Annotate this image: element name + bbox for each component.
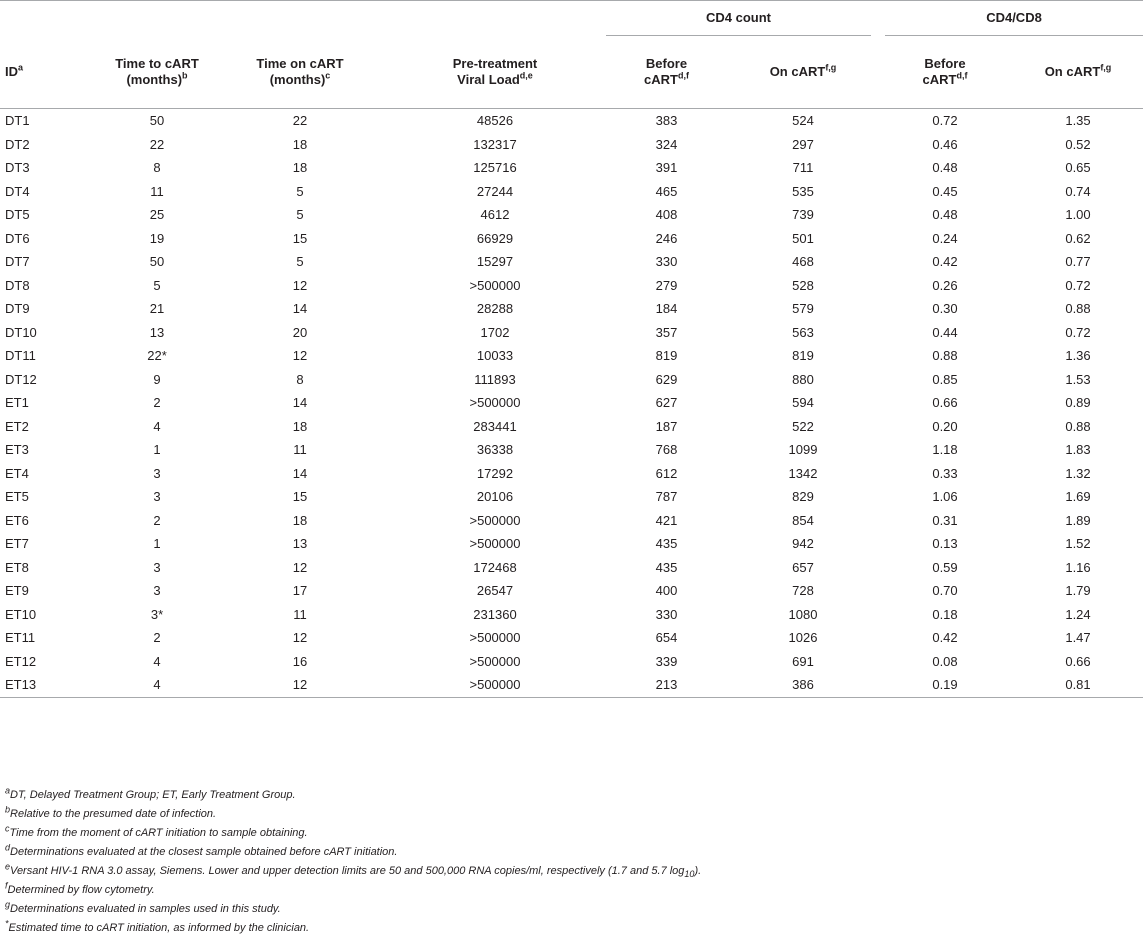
header-row-columns: [0, 36, 1143, 109]
cell-time-to-cart: 50: [149, 254, 165, 269]
cell-cd4-before: 654: [655, 630, 678, 645]
table-row: [0, 509, 1143, 533]
cell-id: DT9: [5, 301, 30, 316]
cell-ratio-before: 0.08: [932, 653, 958, 669]
col-header-ratio-on: On cART$^{f,g}$: [1013, 36, 1143, 109]
cell-cd4-on: 1026: [788, 630, 818, 645]
cell-time-to-cart: 3: [153, 559, 161, 575]
col-header-id: $ID^a$: [0, 36, 100, 109]
footnote-e: $^e$Versant HIV-1 RNA 3.0 assay, Siemens. Lower and upper detection limits are 50 and 500,000 RNA copies/ml, respectively (1.7 and 5.7 $\log_{10}$).: [5, 861, 702, 880]
footnote-star: *Estimated time to cART initiation, as informed by the clinician.: [5, 918, 310, 934]
cell-ratio-on: 1.00: [1065, 207, 1091, 222]
cell-time-on-cart: 5: [296, 254, 304, 269]
cell-cd4-on: 657: [792, 559, 814, 575]
cell-id: DT11: [5, 348, 36, 363]
cell-id: ET9: [5, 583, 29, 598]
cell-time-on-cart: 5: [296, 183, 304, 199]
cell-time-to-cart: 1: [153, 536, 161, 551]
cell-time-to-cart: 3: [153, 583, 161, 598]
cell-ratio-on: 0.65: [1065, 160, 1091, 175]
cell-time-on-cart: 12: [214, 673, 386, 697]
table-row: [0, 650, 1143, 674]
table-row: [0, 227, 1143, 251]
cell-time-on-cart: 5: [296, 207, 304, 222]
cell-time-on-cart: 14: [292, 465, 308, 481]
cell-ratio-before: 1.06: [932, 489, 958, 504]
cell-ratio-on: 0.62: [1065, 230, 1091, 246]
cell-time-on-cart: 15: [292, 489, 308, 504]
cell-viral-load: 4612: [480, 207, 510, 222]
cell-time-to-cart: 9: [153, 371, 161, 387]
cell-ratio-before: 0.42: [932, 630, 958, 645]
table-row: [0, 203, 1143, 227]
cell-time-to-cart: 4: [100, 673, 214, 697]
cell-viral-load: >500000: [386, 673, 604, 697]
cell-cd4-on: 297: [792, 136, 814, 152]
table-row: [0, 462, 1143, 486]
cell-cd4-before: 330: [655, 606, 678, 622]
cell-ratio-before: 0.88: [932, 348, 958, 363]
cell-id: DT10: [5, 324, 37, 340]
cell-time-on-cart: 18: [292, 512, 308, 528]
cell-time-on-cart: 15: [292, 230, 308, 246]
cell-viral-load: 27244: [476, 183, 514, 199]
footnote-d: $^d$Determinations evaluated at the closest sample obtained before cART initiation.: [5, 842, 398, 858]
cell-ratio-on: 0.72: [1065, 324, 1091, 340]
cell-time-on-cart: 16: [292, 653, 308, 669]
cell-cd4-on: 528: [792, 277, 814, 293]
cell-time-to-cart: 3: [153, 465, 161, 481]
cell-time-on-cart: 12: [292, 559, 308, 575]
cell-time-to-cart: 8: [153, 160, 161, 175]
table-row: [0, 391, 1143, 415]
cell-cd4-before: 408: [655, 207, 678, 222]
cell-time-to-cart: 13: [149, 324, 165, 340]
cell-ratio-on: 1.47: [1065, 630, 1091, 645]
cell-cd4-on: 524: [792, 113, 814, 128]
cell-ratio-before: 0.30: [932, 301, 958, 316]
cell-viral-load: >500000: [469, 512, 521, 528]
table-row: [0, 485, 1143, 509]
cell-ratio-before: 0.70: [932, 583, 958, 598]
cell-cd4-before: 357: [655, 324, 678, 340]
cell-ratio-on: 0.81: [1013, 673, 1143, 697]
cell-time-on-cart: 14: [292, 301, 308, 316]
table-row: [0, 673, 1143, 697]
cell-cd4-before: 400: [655, 583, 678, 598]
cell-cd4-before: 787: [655, 489, 678, 504]
cell-cd4-on: 880: [792, 371, 814, 387]
cell-cd4-before: 213: [604, 673, 729, 697]
cell-cd4-before: 435: [655, 536, 678, 551]
cell-viral-load: 283441: [473, 418, 517, 434]
col-header-cd4-on: On cART$^{f,g}$: [729, 36, 877, 109]
cell-id: ET13: [0, 673, 100, 697]
cell-cd4-before: 187: [655, 418, 678, 434]
footnote-c: $^c$Time from the moment of cART initiation to sample obtaining.: [5, 823, 308, 839]
cell-viral-load: 231360: [473, 606, 517, 622]
table-row: [0, 321, 1143, 345]
table-row: [0, 274, 1143, 298]
cell-time-to-cart: 50: [149, 113, 165, 128]
cell-cd4-before: 324: [655, 136, 678, 152]
cell-id: ET7: [5, 536, 29, 551]
cell-ratio-on: 1.35: [1065, 113, 1091, 128]
cell-viral-load: >500000: [469, 395, 521, 410]
cell-cd4-before: 421: [655, 512, 678, 528]
cell-time-on-cart: 8: [296, 371, 304, 387]
cell-cd4-on: 829: [792, 489, 814, 504]
cell-id: DT12: [5, 371, 37, 387]
cell-cd4-before: 339: [655, 653, 678, 669]
cell-time-to-cart: 19: [149, 230, 165, 246]
table-row: [0, 133, 1143, 157]
cell-ratio-on: 1.16: [1065, 559, 1091, 575]
cell-viral-load: >500000: [469, 653, 521, 669]
cell-ratio-on: 1.83: [1065, 442, 1091, 457]
cell-viral-load: 10033: [476, 348, 514, 363]
cell-time-to-cart: 22*: [147, 348, 167, 363]
cell-ratio-before: 0.19: [877, 673, 1013, 697]
cell-viral-load: 132317: [473, 136, 517, 152]
table-row: [0, 438, 1143, 462]
cell-cd4-before: 279: [655, 277, 678, 293]
footnote-b: $^b$Relative to the presumed date of infection.: [5, 804, 217, 820]
cd4-group-header: CD4 count: [606, 1, 871, 36]
cell-ratio-before: 0.33: [932, 465, 958, 481]
cell-time-to-cart: 21: [149, 301, 165, 316]
cell-id: DT7: [5, 254, 30, 269]
cell-ratio-on: 0.72: [1065, 277, 1091, 293]
cell-ratio-before: 0.26: [932, 277, 958, 293]
cell-ratio-on: 0.52: [1065, 136, 1091, 152]
cell-cd4-on: 728: [792, 583, 814, 598]
table-row: [0, 109, 1143, 133]
cell-ratio-before: 0.20: [932, 418, 958, 434]
table-row: [0, 344, 1143, 368]
cell-viral-load: 66929: [476, 230, 514, 246]
cell-viral-load: 20106: [476, 489, 514, 504]
cell-cd4-before: 391: [655, 160, 678, 175]
cell-cd4-on: 854: [792, 512, 814, 528]
cell-ratio-on: 0.88: [1065, 418, 1091, 434]
cell-time-to-cart: 4: [153, 653, 161, 669]
cell-time-on-cart: 12: [292, 348, 308, 363]
cell-cd4-on: 691: [792, 653, 814, 669]
cell-ratio-on: 1.24: [1065, 606, 1091, 622]
cell-ratio-before: 0.48: [932, 207, 958, 222]
cell-time-to-cart: 22: [149, 136, 165, 152]
col-header-ratio-before: Before cART$^{d,f}$: [877, 36, 1013, 109]
cell-viral-load: 26547: [476, 583, 514, 598]
cell-time-on-cart: 17: [292, 583, 308, 598]
table-row: [0, 415, 1143, 439]
cell-time-on-cart: 14: [292, 395, 308, 410]
cell-ratio-on: 1.89: [1065, 512, 1091, 528]
cell-time-to-cart: 11: [150, 183, 164, 199]
cell-ratio-before: 0.24: [932, 230, 958, 246]
cell-time-to-cart: 2: [153, 512, 161, 528]
cell-viral-load: 17292: [476, 465, 514, 481]
cell-ratio-on: 1.53: [1065, 371, 1091, 387]
col-header-cd4-before: Before cART$^{d,f}$: [604, 36, 729, 109]
cell-ratio-on: 1.52: [1065, 536, 1091, 551]
cell-id: DT1: [5, 113, 30, 128]
cell-cd4-before: 383: [655, 113, 678, 128]
table-row: [0, 180, 1143, 204]
cell-id: ET1: [5, 395, 29, 410]
cell-ratio-before: 0.45: [932, 183, 958, 199]
cell-ratio-before: 0.18: [932, 606, 958, 622]
cell-id: ET3: [5, 442, 29, 457]
cell-id: DT2: [5, 136, 30, 152]
footnotes: [5, 786, 1135, 938]
cell-time-on-cart: 22: [292, 113, 308, 128]
table-row: [0, 603, 1143, 627]
cell-ratio-before: 0.59: [932, 559, 958, 575]
cell-time-on-cart: 11: [293, 606, 307, 622]
cell-time-on-cart: 11: [293, 442, 307, 457]
cell-id: ET5: [5, 489, 29, 504]
cell-time-on-cart: 18: [292, 136, 308, 152]
cell-ratio-on: 0.66: [1065, 653, 1091, 669]
cell-cd4-before: 184: [655, 301, 678, 316]
ratio-group-header: CD4/CD8: [885, 1, 1143, 36]
table-row: [0, 368, 1143, 392]
table-row: [0, 156, 1143, 180]
cell-ratio-before: 0.46: [932, 136, 958, 152]
cell-id: ET2: [5, 418, 29, 434]
cell-id: ET6: [5, 512, 29, 528]
cell-id: ET11: [5, 630, 36, 645]
cell-time-to-cart: 1: [153, 442, 161, 457]
header-spacer: [0, 1, 604, 37]
cell-ratio-before: 0.13: [932, 536, 958, 551]
cell-time-on-cart: 18: [292, 160, 308, 175]
table-row: [0, 532, 1143, 556]
cell-ratio-on: 1.79: [1065, 583, 1091, 598]
cell-cd4-on: 1099: [788, 442, 818, 457]
cell-viral-load: 111893: [474, 371, 516, 387]
cell-ratio-before: 0.48: [932, 160, 958, 175]
cell-cd4-before: 435: [655, 559, 678, 575]
header-row-groups: [0, 1, 1143, 37]
cell-ratio-before: 0.42: [932, 254, 958, 269]
cell-ratio-before: 1.18: [932, 442, 958, 457]
footnote-a: $^a$DT, Delayed Treatment Group; ET, Early Treatment Group.: [5, 785, 296, 801]
cell-viral-load: >500000: [469, 630, 521, 645]
cell-time-to-cart: 2: [153, 630, 161, 645]
table-row: [0, 626, 1143, 650]
cell-cd4-on: 1080: [788, 606, 818, 622]
cell-viral-load: 48526: [476, 113, 514, 128]
cell-cd4-on: 386: [729, 673, 877, 697]
cell-cd4-before: 819: [655, 348, 678, 363]
cell-cd4-on: 594: [792, 395, 814, 410]
cell-cd4-on: 739: [792, 207, 814, 222]
table-row: [0, 556, 1143, 580]
cell-cd4-on: 711: [792, 160, 814, 175]
cell-ratio-before: 0.72: [932, 113, 958, 128]
table-row: [0, 250, 1143, 274]
cell-time-to-cart: 3*: [150, 606, 164, 622]
cell-viral-load: 15297: [476, 254, 514, 269]
cell-cd4-before: 330: [655, 254, 678, 269]
table-row: [0, 579, 1143, 603]
table-row: [0, 297, 1143, 321]
cell-viral-load: 1702: [480, 324, 510, 340]
cell-cd4-on: 579: [792, 301, 814, 316]
cell-time-on-cart: 20: [292, 324, 308, 340]
cell-cd4-on: 501: [792, 230, 814, 246]
cell-cd4-before: 612: [655, 465, 678, 481]
cell-ratio-before: 0.44: [932, 324, 958, 340]
cell-id: DT8: [5, 277, 30, 293]
cell-cd4-on: 563: [792, 324, 814, 340]
cell-cd4-on: 819: [792, 348, 814, 363]
cell-time-to-cart: 2: [153, 395, 161, 410]
cell-ratio-on: 0.89: [1065, 395, 1091, 410]
cell-ratio-on: 0.74: [1065, 183, 1091, 199]
cell-cd4-before: 629: [655, 371, 678, 387]
cell-id: DT5: [5, 207, 30, 222]
col-header-viral-load: Pre-treatment Viral Load$^{d,e}$: [386, 36, 604, 109]
cell-cd4-on: 522: [792, 418, 814, 434]
cell-ratio-on: 0.77: [1065, 254, 1091, 269]
cell-viral-load: 125716: [473, 160, 517, 175]
cell-ratio-on: 1.32: [1065, 465, 1091, 481]
cell-time-to-cart: 25: [149, 207, 165, 222]
cell-id: ET4: [5, 465, 29, 481]
cell-viral-load: 36338: [476, 442, 514, 457]
cell-ratio-on: 0.88: [1065, 301, 1091, 316]
table-body: [0, 109, 1143, 698]
cell-cd4-before: 768: [655, 442, 678, 457]
cell-ratio-on: 1.36: [1065, 348, 1091, 363]
cell-viral-load: >500000: [469, 277, 521, 293]
cell-time-on-cart: 12: [292, 630, 308, 645]
cell-id: DT4: [5, 183, 30, 199]
cell-time-on-cart: 12: [292, 277, 308, 293]
cell-time-on-cart: 13: [292, 536, 308, 551]
cell-ratio-before: 0.85: [932, 371, 958, 387]
col-header-time-on-cart: Time on cART (months)$^c$: [214, 36, 386, 109]
cell-cd4-before: 246: [655, 230, 678, 246]
cell-id: ET10: [5, 606, 37, 622]
cell-cd4-on: 468: [792, 254, 814, 269]
cell-ratio-before: 0.66: [932, 395, 958, 410]
cell-viral-load: 172468: [473, 559, 517, 575]
cell-time-to-cart: 5: [153, 277, 161, 293]
cell-time-to-cart: 3: [153, 489, 161, 504]
cell-ratio-on: 1.69: [1065, 489, 1091, 504]
cell-cd4-before: 627: [655, 395, 678, 410]
cell-id: DT3: [5, 160, 30, 175]
footnote-g: $^g$Determinations evaluated in samples used in this study.: [5, 899, 281, 915]
cell-time-on-cart: 18: [292, 418, 308, 434]
col-header-time-to-cart: Time to cART (months)$^b$: [100, 36, 214, 109]
cell-viral-load: >500000: [469, 536, 521, 551]
cell-ratio-before: 0.31: [932, 512, 958, 528]
cell-viral-load: 28288: [476, 301, 514, 316]
cell-time-to-cart: 4: [153, 418, 161, 434]
cell-cd4-on: 1342: [788, 465, 818, 481]
footnote-f: $^f$Determined by flow cytometry.: [5, 880, 155, 896]
cell-id: ET12: [5, 653, 37, 669]
cell-cd4-on: 535: [792, 183, 814, 199]
cell-cd4-before: 465: [655, 183, 678, 199]
cell-id: DT6: [5, 230, 30, 246]
cell-cd4-on: 942: [792, 536, 814, 551]
cell-id: ET8: [5, 559, 29, 575]
